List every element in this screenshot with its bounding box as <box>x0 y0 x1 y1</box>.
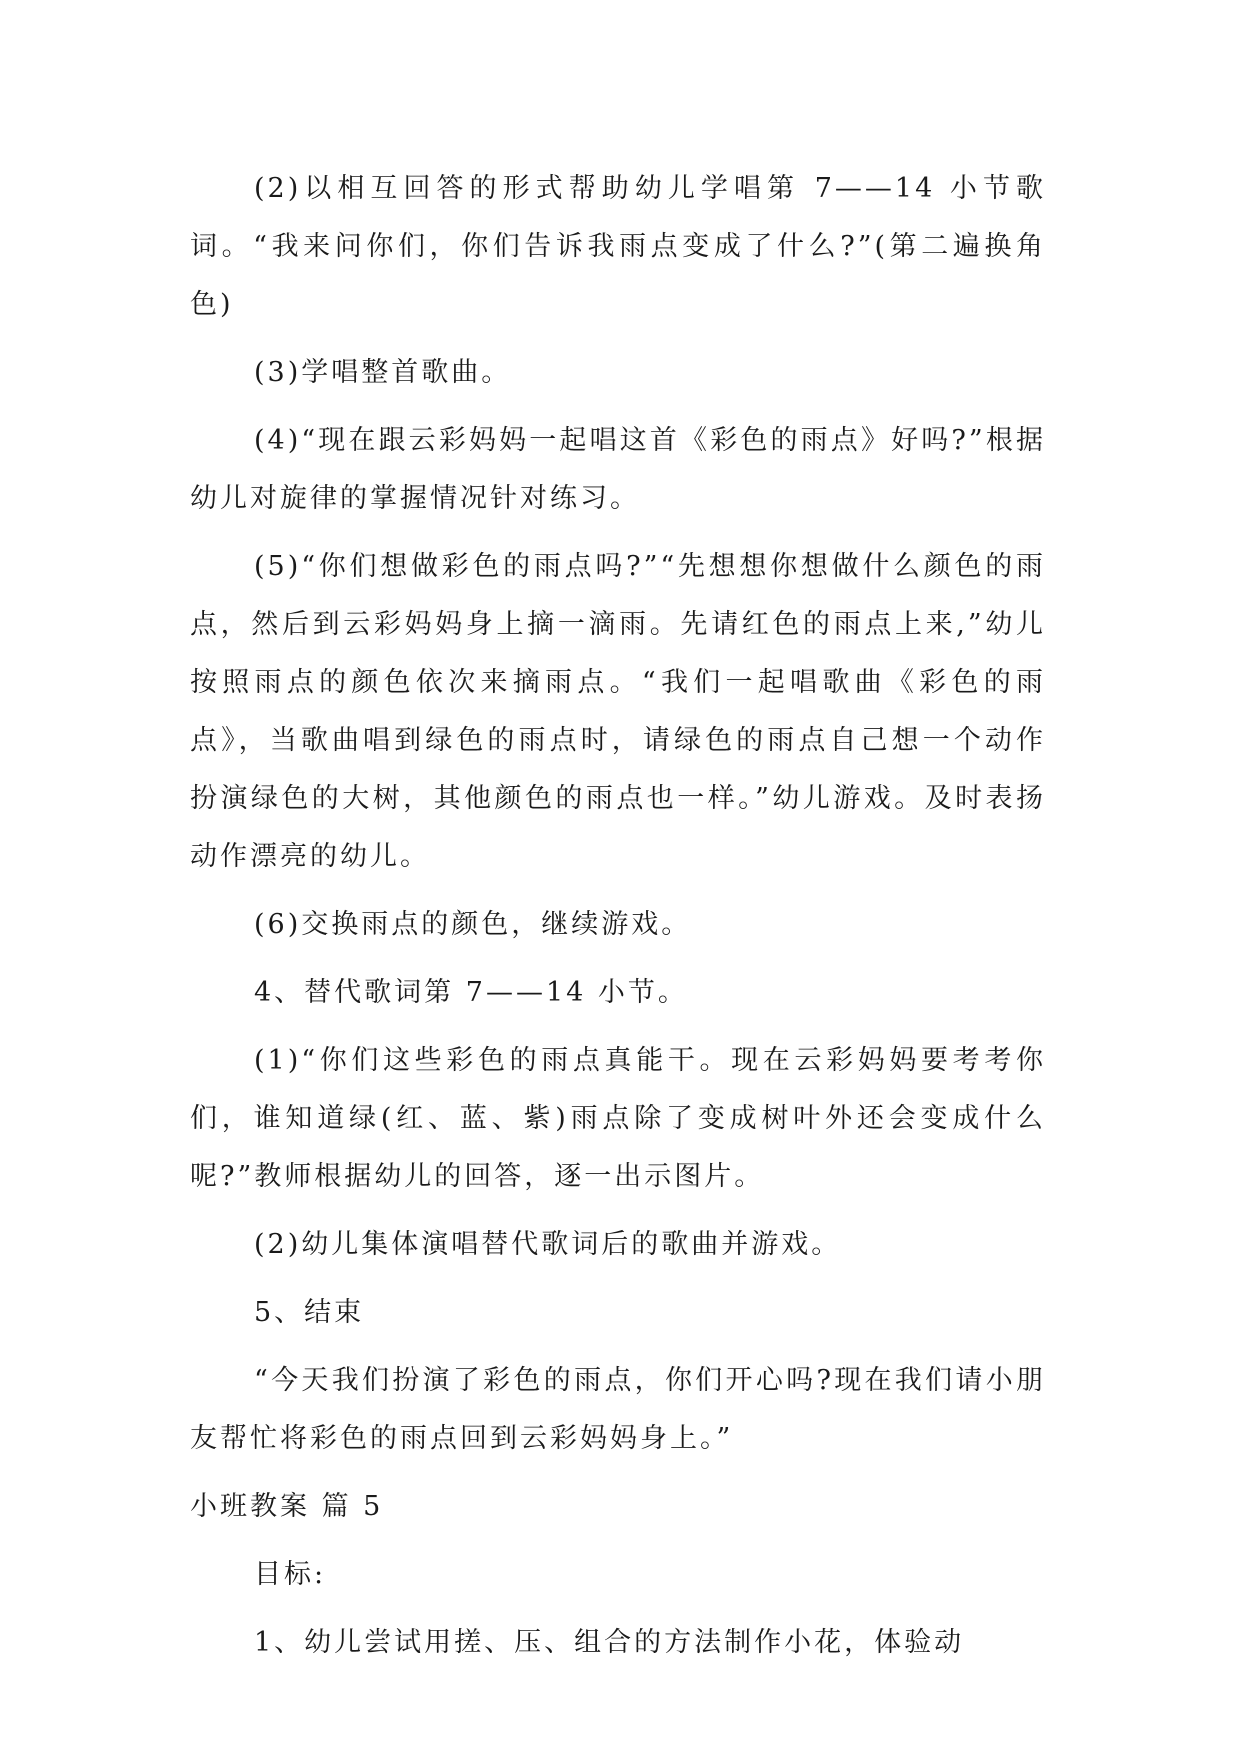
paragraph-step-3: (3)学唱整首歌曲。 <box>254 357 512 388</box>
paragraph-goal-1: 1、幼儿尝试用搓、压、组合的方法制作小花，体验动 <box>254 1627 965 1658</box>
paragraph-section-4-step-1: (1)“你们这些彩色的雨点真能干。现在云彩妈妈要考考你们，谁知道绿(红、蓝、紫)雨点除了变成树叶外还会变成什么呢?”教师根据幼儿的回答，逐一出示图片。 <box>190 1045 1046 1192</box>
paragraph-goals-label: 目标: <box>254 1559 327 1590</box>
paragraph-step-2: (2)以相互回答的形式帮助幼儿学唱第 7——14 小节歌词。“我来问你们，你们告诉我雨点变成了什么?”(第二遍换角色) <box>190 173 1046 320</box>
document-page <box>190 160 1046 1682</box>
paragraph-section-5: 5、结束 <box>254 1297 365 1328</box>
paragraph-step-4: (4)“现在跟云彩妈妈一起唱这首《彩色的雨点》好吗?”根据幼儿对旋律的掌握情况针对练习。 <box>190 425 1046 514</box>
section-heading: 小班教案 篇 5 <box>190 1491 384 1522</box>
paragraph-closing-quote: “今天我们扮演了彩色的雨点，你们开心吗?现在我们请小朋友帮忙将彩色的雨点回到云彩妈妈身上。” <box>190 1365 1046 1454</box>
paragraph-step-5: (5)“你们想做彩色的雨点吗?”“先想想你想做什么颜色的雨点，然后到云彩妈妈身上摘一滴雨。先请红色的雨点上来,”幼儿按照雨点的颜色依次来摘雨点。“我们一起唱歌曲《彩色的雨点》，当歌曲唱到绿色的雨点时，请绿色的雨点自己想一个动作扮演绿色的大树，其他颜色的雨点也一样。”幼儿游戏。及时表扬动作漂亮的幼儿。 <box>190 551 1046 872</box>
paragraph-section-4: 4、替代歌词第 7——14 小节。 <box>254 977 688 1008</box>
paragraph-step-6: (6)交换雨点的颜色，继续游戏。 <box>254 909 692 940</box>
paragraph-section-4-step-2: (2)幼儿集体演唱替代歌词后的歌曲并游戏。 <box>254 1229 842 1260</box>
